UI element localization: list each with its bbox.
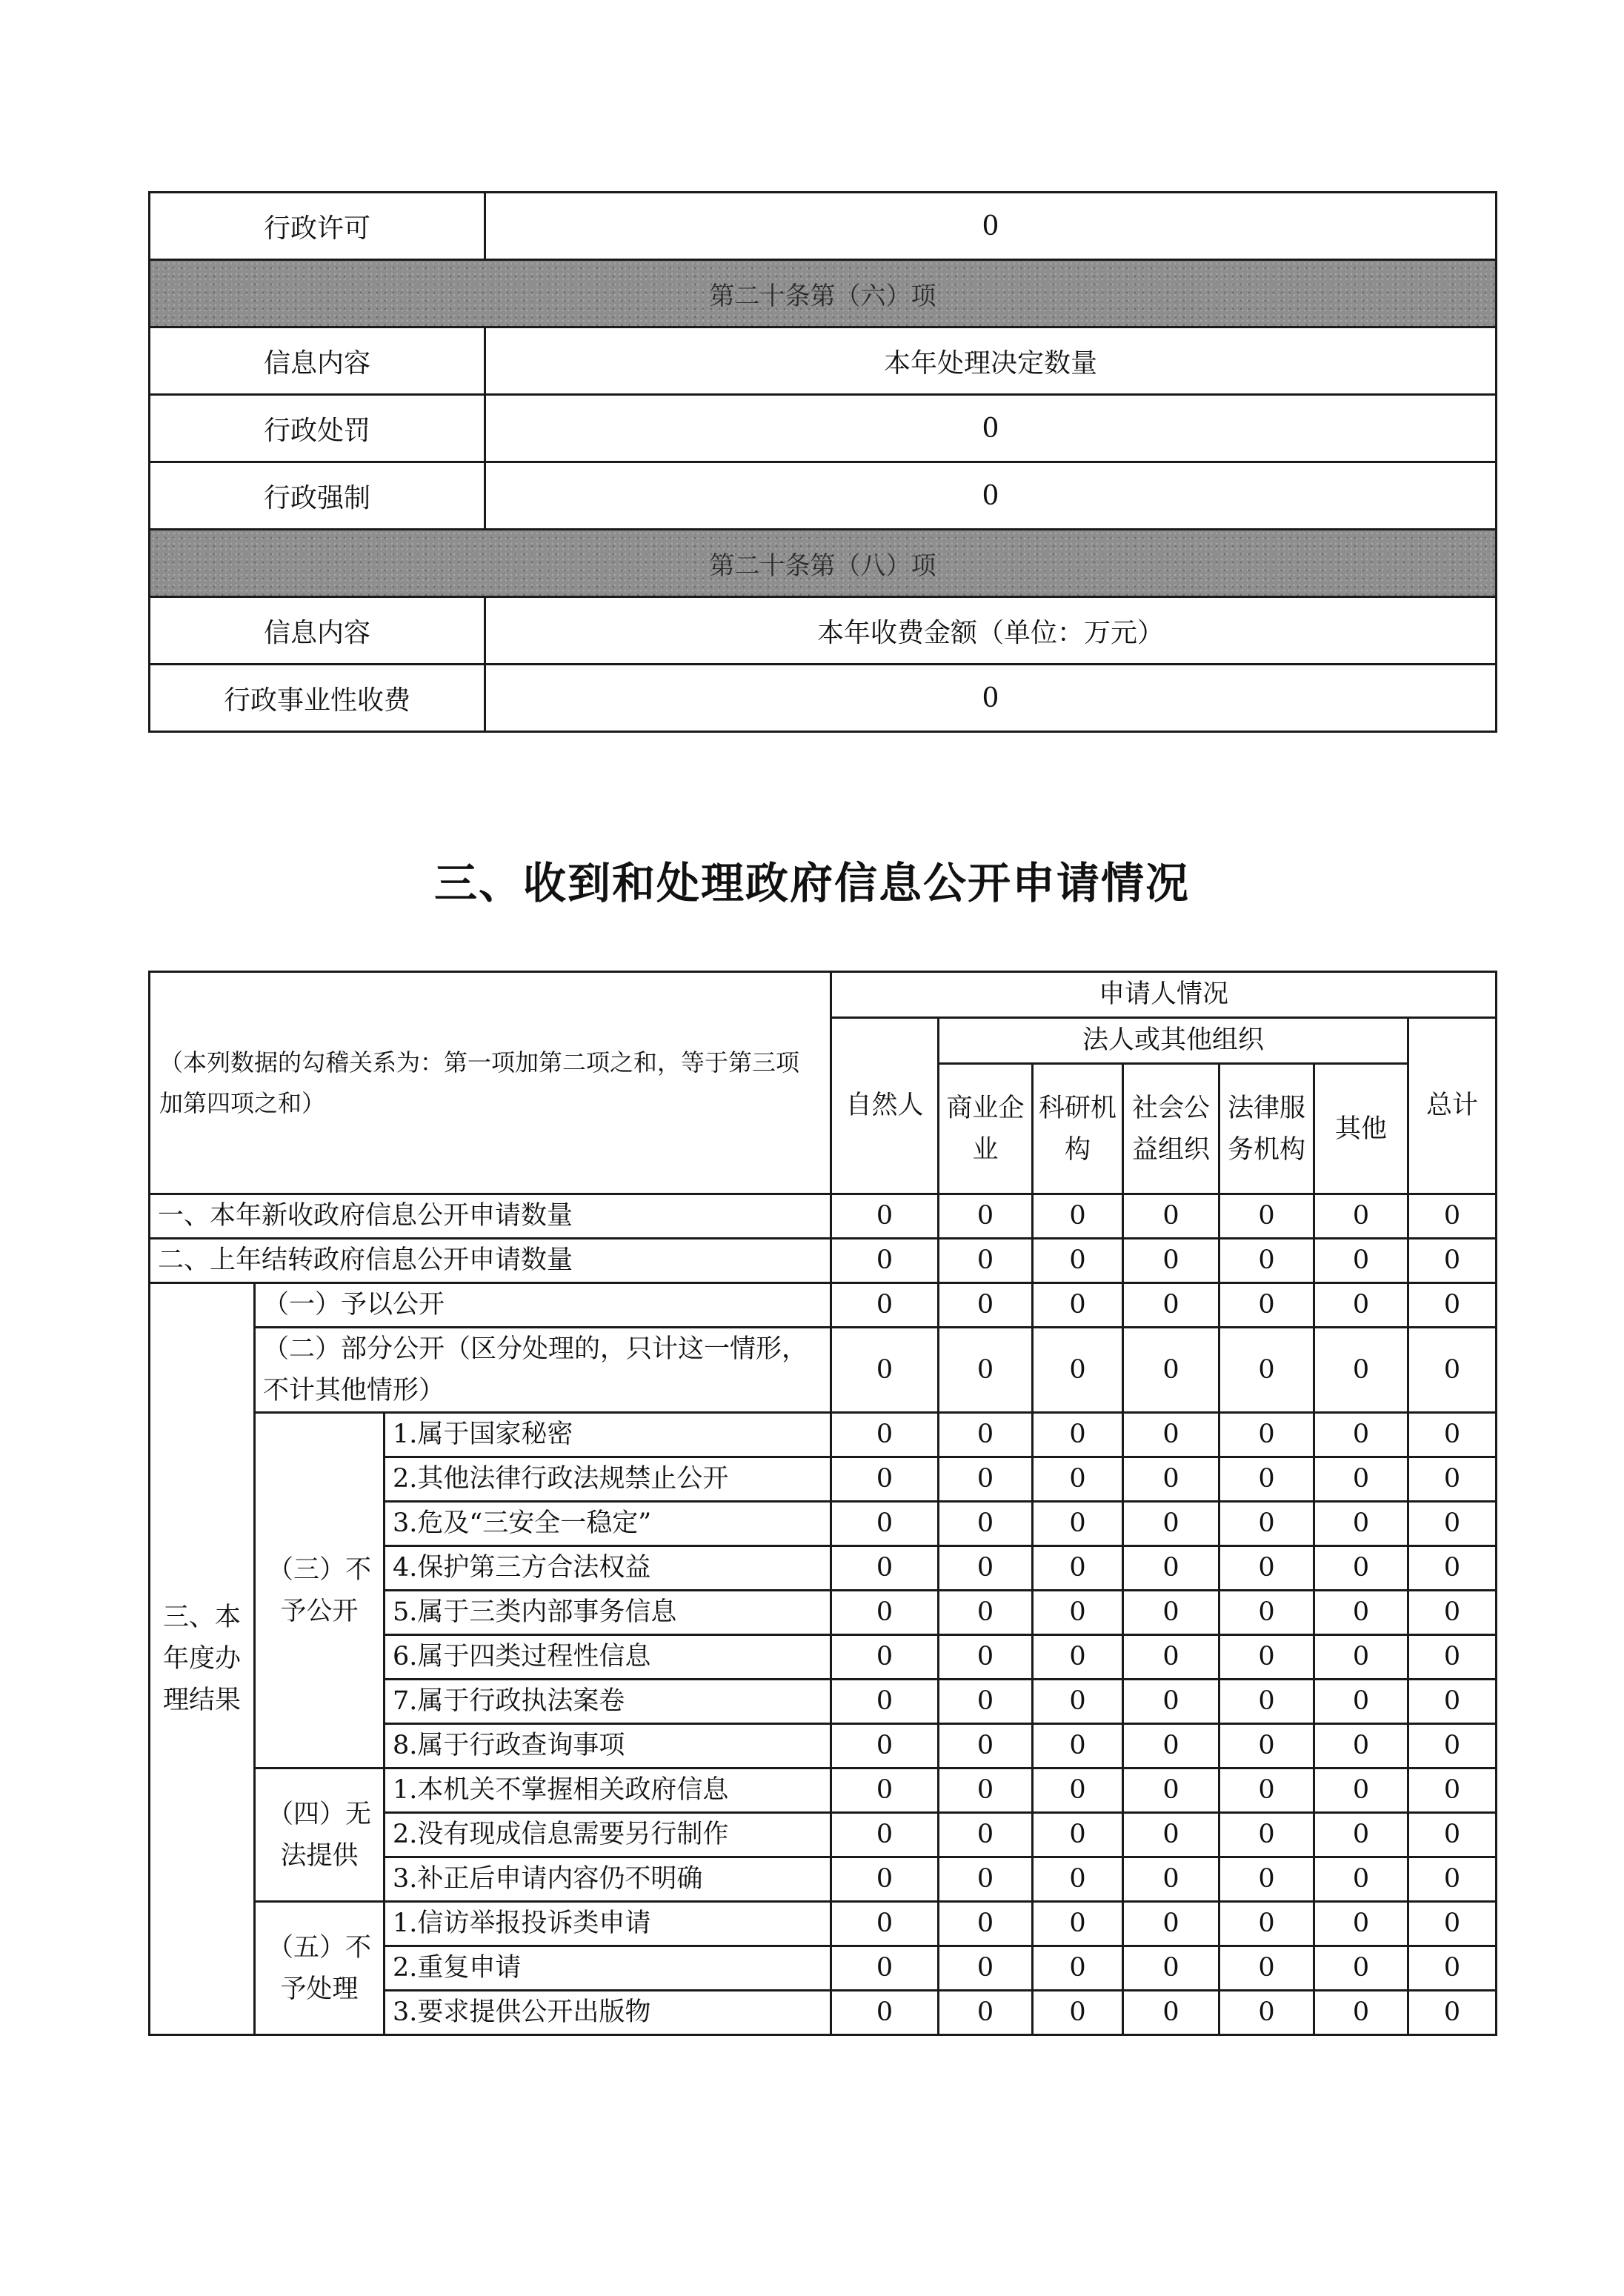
value-cell: 0 [939, 1194, 1033, 1239]
total-cell: 0 [1408, 1457, 1497, 1502]
value-cell: 0 [831, 1328, 939, 1413]
value-cell: 0 [1123, 1239, 1219, 1283]
value-cell: 0 [939, 1680, 1033, 1724]
row-value: 0 [485, 193, 1497, 260]
value-cell: 0 [831, 1680, 939, 1724]
value-cell: 0 [1219, 1635, 1314, 1680]
total-cell: 0 [1408, 1194, 1497, 1239]
value-cell: 0 [1219, 1546, 1314, 1591]
total-cell: 0 [1408, 1724, 1497, 1768]
row-label: 行政强制 [150, 462, 485, 530]
total-cell: 0 [1408, 1991, 1497, 2035]
value-cell: 0 [1033, 1991, 1123, 2035]
row-label: 8.属于行政查询事项 [385, 1724, 831, 1768]
total-cell: 0 [1408, 1283, 1497, 1328]
value-cell: 0 [1123, 1724, 1219, 1768]
table-row [150, 1239, 1497, 1283]
table-row [150, 395, 1497, 462]
table-row [150, 1194, 1497, 1239]
value-cell: 0 [1123, 1991, 1219, 2035]
value-cell: 0 [1033, 1857, 1123, 1902]
value-cell: 0 [939, 1991, 1033, 2035]
value-cell: 0 [1033, 1413, 1123, 1457]
formula-note: （本列数据的勾稽关系为：第一项加第二项之和，等于第三项加第四项之和） [150, 972, 831, 1194]
value-cell: 0 [1314, 1902, 1408, 1946]
legal-entities-header: 法人或其他组织 [939, 1018, 1408, 1064]
value-cell: 0 [1033, 1902, 1123, 1946]
value-cell: 0 [939, 1457, 1033, 1502]
value-cell: 0 [1123, 1413, 1219, 1457]
sub-header: 科研机构 [1033, 1064, 1123, 1194]
value-cell: 0 [831, 1457, 939, 1502]
value-cell: 0 [1219, 1457, 1314, 1502]
value-cell: 0 [1314, 1857, 1408, 1902]
value-cell: 0 [1219, 1946, 1314, 1991]
value-cell: 0 [939, 1946, 1033, 1991]
row-label: （二）部分公开（区分处理的，只计这一情形，不计其他情形） [255, 1328, 831, 1413]
sub-header: 商业企业 [939, 1064, 1033, 1194]
value-cell: 0 [831, 1991, 939, 2035]
value-cell: 0 [1314, 1768, 1408, 1813]
row-label: 3.补正后申请内容仍不明确 [385, 1857, 831, 1902]
category-label: （三）不予公开 [255, 1413, 385, 1768]
value-cell: 0 [831, 1768, 939, 1813]
value-cell: 0 [1219, 1768, 1314, 1813]
value-cell: 0 [831, 1194, 939, 1239]
value-cell: 0 [939, 1546, 1033, 1591]
value-cell: 0 [1314, 1724, 1408, 1768]
value-cell: 0 [831, 1946, 939, 1991]
value-cell: 0 [1123, 1194, 1219, 1239]
row-value: 0 [485, 395, 1497, 462]
section-header: 第二十条第（六）项 [150, 260, 1497, 327]
value-cell: 0 [1219, 1328, 1314, 1413]
applications-table [148, 971, 1497, 2036]
value-cell: 0 [939, 1413, 1033, 1457]
value-cell: 0 [1314, 1239, 1408, 1283]
value-cell: 0 [939, 1502, 1033, 1546]
row-label: 行政许可 [150, 193, 485, 260]
value-cell: 0 [1123, 1591, 1219, 1635]
table-row [150, 1413, 1497, 1457]
value-cell: 0 [939, 1283, 1033, 1328]
value-cell: 0 [831, 1813, 939, 1857]
value-cell: 0 [1033, 1328, 1123, 1413]
value-cell: 0 [1219, 1857, 1314, 1902]
value-cell: 0 [1219, 1502, 1314, 1546]
value-cell: 0 [1123, 1857, 1219, 1902]
value-cell: 0 [1123, 1546, 1219, 1591]
value-cell: 0 [939, 1813, 1033, 1857]
row-label: 二、上年结转政府信息公开申请数量 [150, 1239, 831, 1283]
section-header: 第二十条第（八）项 [150, 530, 1497, 597]
section-row [150, 260, 1497, 327]
total-cell: 0 [1408, 1239, 1497, 1283]
value-cell: 0 [1219, 1680, 1314, 1724]
value-cell: 0 [1219, 1194, 1314, 1239]
value-cell: 0 [939, 1328, 1033, 1413]
value-cell: 0 [939, 1635, 1033, 1680]
value-cell: 0 [1219, 1724, 1314, 1768]
value-cell: 0 [1314, 1413, 1408, 1457]
value-cell: 0 [1219, 1239, 1314, 1283]
value-cell: 0 [1314, 1546, 1408, 1591]
row-value: 本年收费金额（单位：万元） [485, 597, 1497, 665]
value-cell: 0 [939, 1768, 1033, 1813]
value-cell: 0 [1314, 1457, 1408, 1502]
row-label: 行政事业性收费 [150, 665, 485, 732]
value-cell: 0 [1219, 1591, 1314, 1635]
value-cell: 0 [1123, 1635, 1219, 1680]
value-cell: 0 [1033, 1768, 1123, 1813]
value-cell: 0 [939, 1591, 1033, 1635]
table-row [150, 665, 1497, 732]
row-label: （一）予以公开 [255, 1283, 831, 1328]
value-cell: 0 [1219, 1991, 1314, 2035]
section-heading: 三、收到和处理政府信息公开申请情况 [433, 858, 1190, 908]
value-cell: 0 [939, 1724, 1033, 1768]
value-cell: 0 [1219, 1813, 1314, 1857]
disclosure-count-table [148, 191, 1497, 733]
total-cell: 0 [1408, 1857, 1497, 1902]
sub-header: 法律服务机构 [1219, 1064, 1314, 1194]
value-cell: 0 [1033, 1457, 1123, 1502]
value-cell: 0 [1314, 1591, 1408, 1635]
value-cell: 0 [1123, 1502, 1219, 1546]
row-label: 7.属于行政执法案卷 [385, 1680, 831, 1724]
value-cell: 0 [831, 1502, 939, 1546]
total-cell: 0 [1408, 1902, 1497, 1946]
value-cell: 0 [1314, 1946, 1408, 1991]
value-cell: 0 [1123, 1680, 1219, 1724]
sub-header: 社会公益组织 [1123, 1064, 1219, 1194]
row-value: 0 [485, 665, 1497, 732]
table-row [150, 1768, 1497, 1813]
row-value: 本年处理决定数量 [485, 327, 1497, 395]
value-cell: 0 [1314, 1328, 1408, 1413]
value-cell: 0 [1219, 1283, 1314, 1328]
row-label: 2.重复申请 [385, 1946, 831, 1991]
table-row [150, 1902, 1497, 1946]
total-cell: 0 [1408, 1546, 1497, 1591]
row-label: 3.要求提供公开出版物 [385, 1991, 831, 2035]
value-cell: 0 [831, 1546, 939, 1591]
value-cell: 0 [939, 1239, 1033, 1283]
row-label: 5.属于三类内部事务信息 [385, 1591, 831, 1635]
total-cell: 0 [1408, 1680, 1497, 1724]
value-cell: 0 [939, 1902, 1033, 1946]
value-cell: 0 [1314, 1502, 1408, 1546]
category-label: （五）不予处理 [255, 1902, 385, 2035]
sub-header: 其他 [1314, 1064, 1408, 1194]
value-cell: 0 [1033, 1502, 1123, 1546]
total-cell: 0 [1408, 1946, 1497, 1991]
value-cell: 0 [1219, 1902, 1314, 1946]
value-cell: 0 [1123, 1457, 1219, 1502]
value-cell: 0 [831, 1413, 939, 1457]
applicant-header: 申请人情况 [831, 972, 1497, 1018]
value-cell: 0 [831, 1902, 939, 1946]
row-label: 4.保护第三方合法权益 [385, 1546, 831, 1591]
value-cell: 0 [1033, 1194, 1123, 1239]
value-cell: 0 [1314, 1991, 1408, 2035]
natural-person-header: 自然人 [831, 1018, 939, 1194]
result-group-label: 三、本年度办理结果 [150, 1283, 255, 2035]
value-cell: 0 [1314, 1635, 1408, 1680]
table-row [150, 193, 1497, 260]
value-cell: 0 [831, 1591, 939, 1635]
total-cell: 0 [1408, 1502, 1497, 1546]
total-cell: 0 [1408, 1768, 1497, 1813]
value-cell: 0 [1123, 1768, 1219, 1813]
value-cell: 0 [1033, 1591, 1123, 1635]
row-label: 一、本年新收政府信息公开申请数量 [150, 1194, 831, 1239]
total-header: 总计 [1408, 1018, 1497, 1194]
row-label: 2.其他法律行政法规禁止公开 [385, 1457, 831, 1502]
total-cell: 0 [1408, 1591, 1497, 1635]
value-cell: 0 [1123, 1328, 1219, 1413]
table-row [150, 327, 1497, 395]
value-cell: 0 [1314, 1813, 1408, 1857]
value-cell: 0 [1314, 1194, 1408, 1239]
row-label: 1.属于国家秘密 [385, 1413, 831, 1457]
value-cell: 0 [1033, 1813, 1123, 1857]
value-cell: 0 [1033, 1724, 1123, 1768]
row-value: 0 [485, 462, 1497, 530]
value-cell: 0 [1033, 1946, 1123, 1991]
row-label: 1.本机关不掌握相关政府信息 [385, 1768, 831, 1813]
value-cell: 0 [1033, 1239, 1123, 1283]
value-cell: 0 [1033, 1283, 1123, 1328]
value-cell: 0 [831, 1239, 939, 1283]
row-label: 信息内容 [150, 597, 485, 665]
value-cell: 0 [939, 1857, 1033, 1902]
table-row [150, 1328, 1497, 1413]
row-label: 3.危及“三安全一稳定” [385, 1502, 831, 1546]
total-cell: 0 [1408, 1635, 1497, 1680]
value-cell: 0 [1033, 1680, 1123, 1724]
row-label: 行政处罚 [150, 395, 485, 462]
section-row [150, 530, 1497, 597]
row-label: 6.属于四类过程性信息 [385, 1635, 831, 1680]
value-cell: 0 [1314, 1680, 1408, 1724]
value-cell: 0 [831, 1635, 939, 1680]
category-label: （四）无法提供 [255, 1768, 385, 1902]
value-cell: 0 [831, 1724, 939, 1768]
total-cell: 0 [1408, 1328, 1497, 1413]
table-row [150, 462, 1497, 530]
value-cell: 0 [831, 1857, 939, 1902]
row-label: 信息内容 [150, 327, 485, 395]
value-cell: 0 [831, 1283, 939, 1328]
value-cell: 0 [1123, 1813, 1219, 1857]
value-cell: 0 [1219, 1413, 1314, 1457]
row-label: 1.信访举报投诉类申请 [385, 1902, 831, 1946]
value-cell: 0 [1314, 1283, 1408, 1328]
total-cell: 0 [1408, 1813, 1497, 1857]
value-cell: 0 [1033, 1635, 1123, 1680]
header-row [150, 972, 1497, 1018]
total-cell: 0 [1408, 1413, 1497, 1457]
value-cell: 0 [1123, 1946, 1219, 1991]
table-row [150, 1283, 1497, 1328]
value-cell: 0 [1033, 1546, 1123, 1591]
row-label: 2.没有现成信息需要另行制作 [385, 1813, 831, 1857]
value-cell: 0 [1123, 1283, 1219, 1328]
value-cell: 0 [1123, 1902, 1219, 1946]
table-row [150, 597, 1497, 665]
